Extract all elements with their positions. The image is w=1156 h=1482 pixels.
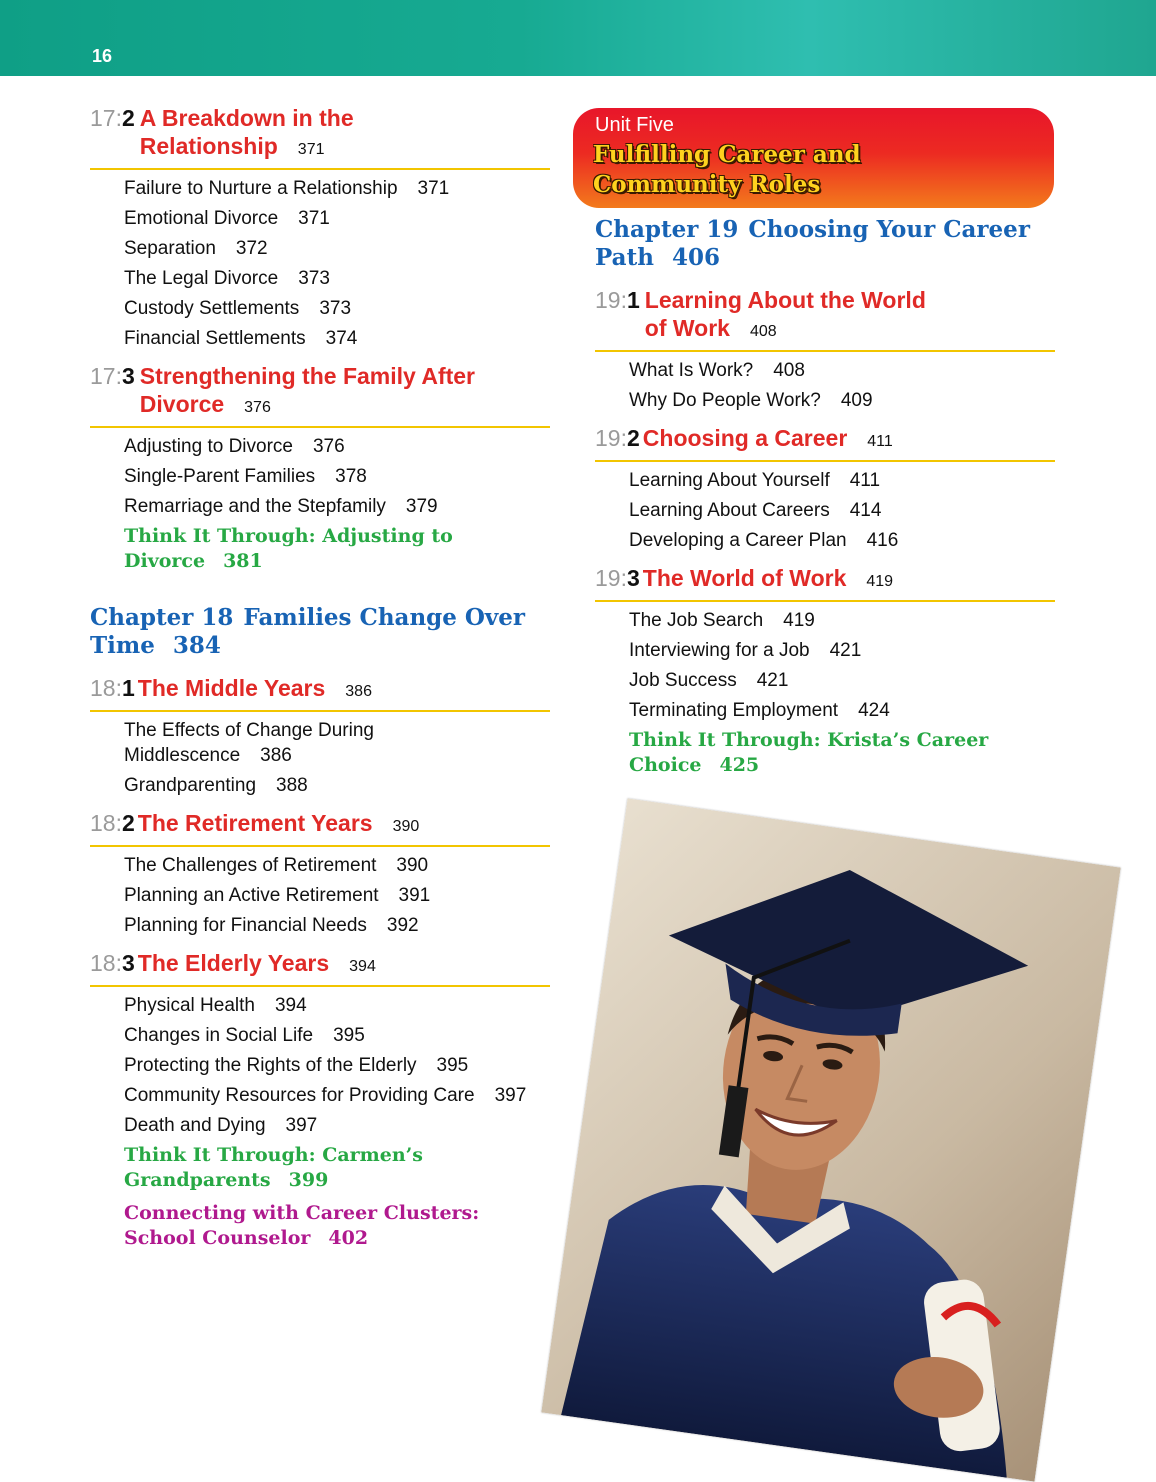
lesson-number: 18:3 <box>90 950 135 976</box>
lesson-number: 17:3 <box>90 363 135 389</box>
career-clusters-callout[interactable]: Connecting with Career Clusters: School Counselor 402 <box>124 1202 480 1249</box>
chapter-19-title[interactable]: Chapter 19 Choosing Your Career Path 406 <box>595 216 1030 271</box>
lesson-page: 371 <box>297 141 325 158</box>
lesson-heading <box>595 564 1055 602</box>
right-column <box>595 216 1055 778</box>
list-item[interactable]: Planning for Financial Needs 392 <box>124 915 419 936</box>
lesson-page: 386 <box>345 683 372 700</box>
lesson-number: 18:1 <box>90 675 135 701</box>
list-item[interactable]: Terminating Employment 424 <box>629 700 890 721</box>
think-it-through-callout[interactable]: Think It Through: Krista’s Career Choice 425 <box>629 729 989 776</box>
topic-list <box>595 602 1055 723</box>
lesson-heading <box>90 809 550 847</box>
lesson-heading <box>90 674 550 712</box>
list-item[interactable]: Learning About Careers 414 <box>629 500 882 521</box>
lesson-title[interactable]: A Breakdown in the Relationship 371 <box>139 105 354 159</box>
list-item[interactable]: Remarriage and the Stepfamily 379 <box>124 496 438 517</box>
list-item[interactable]: Community Resources for Providing Care 397 <box>124 1085 527 1106</box>
lesson-page: 408 <box>749 323 777 340</box>
list-item[interactable]: Protecting the Rights of the Elderly 395 <box>124 1055 469 1076</box>
unit-five-banner[interactable] <box>573 108 1054 208</box>
lesson-18-2 <box>90 809 550 949</box>
lesson-title[interactable]: Learning About the World of Work 408 <box>644 287 926 341</box>
think-it-through-callout[interactable]: Think It Through: Adjusting to Divorce 381 <box>124 525 453 572</box>
list-item[interactable]: Why Do People Work? 409 <box>629 390 873 411</box>
unit-title: Fulfilling Career and Community Roles <box>593 141 861 198</box>
lesson-heading <box>90 362 550 428</box>
topic-list <box>595 352 1055 424</box>
lesson-title[interactable]: The Retirement Years 390 <box>137 810 420 836</box>
lesson-heading <box>595 286 1055 352</box>
lesson-heading <box>90 949 550 987</box>
list-item[interactable]: Changes in Social Life 395 <box>124 1025 365 1046</box>
list-item[interactable]: Separation 372 <box>124 238 268 259</box>
list-item[interactable]: Learning About Yourself 411 <box>629 470 881 491</box>
graduate-illustration <box>541 798 1120 1481</box>
unit-label: Unit Five <box>595 114 674 136</box>
list-item[interactable]: Death and Dying 397 <box>124 1115 318 1136</box>
topic-list <box>90 847 550 949</box>
lesson-title[interactable]: Strengthening the Family After Divorce 376 <box>139 363 476 417</box>
lesson-title[interactable]: The Elderly Years 394 <box>137 950 376 976</box>
lesson-18-3 <box>90 949 550 1251</box>
lesson-title[interactable]: The World of Work 419 <box>642 565 894 591</box>
lesson-number: 19:1 <box>595 287 640 313</box>
lesson-18-1 <box>90 674 550 809</box>
lesson-17-3 <box>90 362 550 574</box>
left-column <box>90 104 550 1251</box>
chapter-18-title[interactable]: Chapter 18 Families Change Over Time 384 <box>90 604 526 659</box>
lesson-title[interactable]: Choosing a Career 411 <box>642 425 893 451</box>
lesson-19-1 <box>595 286 1055 424</box>
topic-list <box>90 712 550 809</box>
list-item[interactable]: The Effects of Change During Middlescence 386 <box>124 720 374 766</box>
list-item[interactable]: Physical Health 394 <box>124 995 307 1016</box>
list-item[interactable]: Custody Settlements 373 <box>124 298 352 319</box>
top-banner <box>0 0 1156 76</box>
list-item[interactable]: Single-Parent Families 378 <box>124 466 367 487</box>
list-item[interactable]: Financial Settlements 374 <box>124 328 358 349</box>
list-item[interactable]: Emotional Divorce 371 <box>124 208 330 229</box>
lesson-heading <box>90 104 550 170</box>
topic-list <box>90 170 550 362</box>
list-item[interactable]: What Is Work? 408 <box>629 360 805 381</box>
list-item[interactable]: Failure to Nurture a Relationship 371 <box>124 178 450 199</box>
lesson-page: 376 <box>244 399 271 416</box>
list-item[interactable]: The Job Search 419 <box>629 610 815 631</box>
topic-list <box>90 987 550 1138</box>
think-it-through-callout[interactable]: Think It Through: Carmen’s Grandparents 399 <box>124 1144 423 1191</box>
lesson-page: 390 <box>392 818 420 835</box>
lesson-number: 19:2 <box>595 425 640 451</box>
list-item[interactable]: Developing a Career Plan 416 <box>629 530 899 551</box>
lesson-19-2 <box>595 424 1055 564</box>
list-item[interactable]: The Challenges of Retirement 390 <box>124 855 429 876</box>
list-item[interactable]: Adjusting to Divorce 376 <box>124 436 345 457</box>
lesson-page: 394 <box>349 958 376 975</box>
topic-list <box>90 428 550 519</box>
lesson-page: 411 <box>867 433 893 450</box>
list-item[interactable]: Interviewing for a Job 421 <box>629 640 862 661</box>
lesson-number: 17:2 <box>90 105 135 131</box>
lesson-17-2 <box>90 104 550 362</box>
lesson-number: 19:3 <box>595 565 640 591</box>
lesson-heading <box>595 424 1055 462</box>
lesson-title[interactable]: The Middle Years 386 <box>137 675 372 701</box>
list-item[interactable]: Planning an Active Retirement 391 <box>124 885 431 906</box>
lesson-number: 18:2 <box>90 810 135 836</box>
list-item[interactable]: Grandparenting 388 <box>124 775 308 796</box>
lesson-page: 419 <box>866 573 894 590</box>
graduate-photo <box>541 798 1120 1481</box>
topic-list <box>595 462 1055 564</box>
list-item[interactable]: Job Success 421 <box>629 670 789 691</box>
page-number: 16 <box>92 46 113 66</box>
list-item[interactable]: The Legal Divorce 373 <box>124 268 330 289</box>
lesson-19-3 <box>595 564 1055 778</box>
